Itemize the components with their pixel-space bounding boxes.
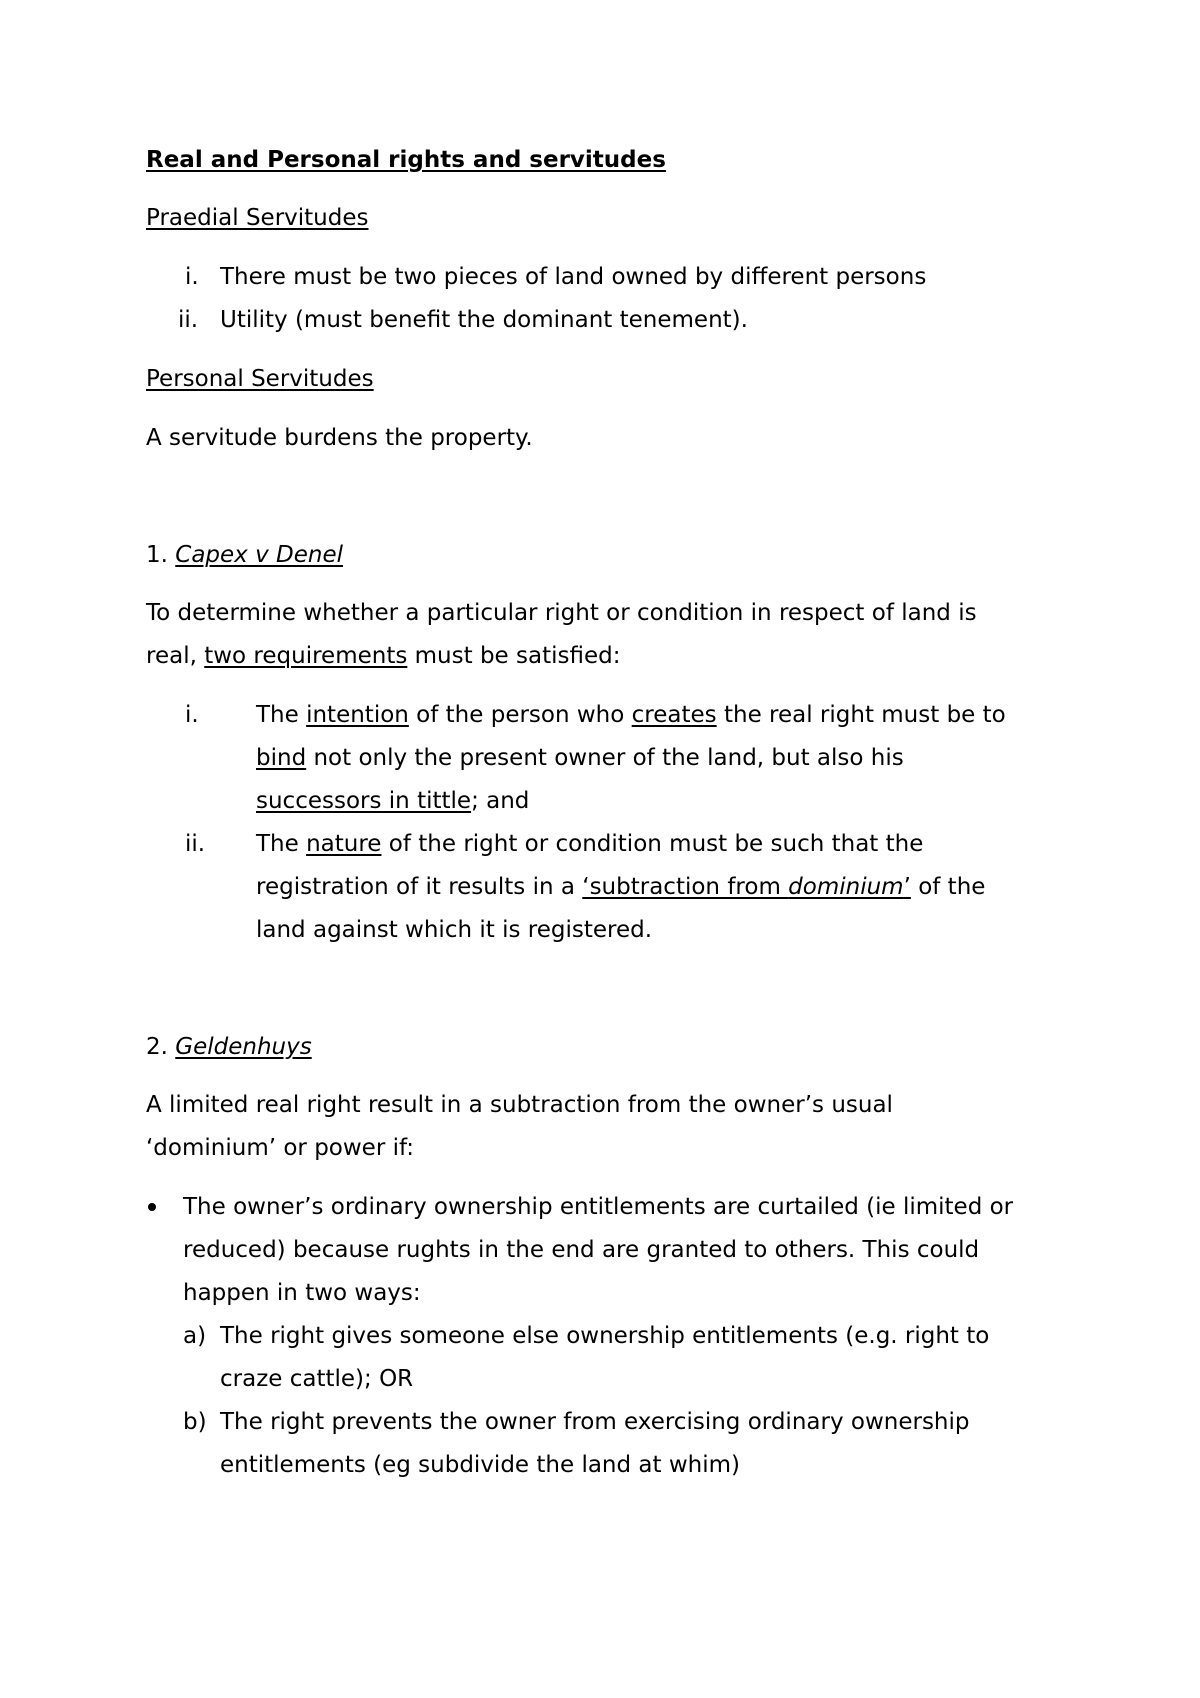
- bullet-icon: [148, 1203, 156, 1211]
- praedial-item-1-marker: i.: [185, 264, 199, 290]
- case2-intro-line-1: A limited real right result in a subtraction from the owner’s usual: [146, 1092, 893, 1118]
- two-requirements-text: two requirements: [204, 643, 408, 669]
- text-run: The: [256, 702, 307, 728]
- sub-a-marker: a): [183, 1323, 207, 1349]
- case1-intro-line-2: [146, 641, 620, 671]
- intention-text: intention: [306, 702, 409, 728]
- case1-req2-marker: ii.: [185, 831, 206, 857]
- personal-heading: Personal Servitudes: [146, 366, 374, 392]
- text-run: of the: [910, 874, 986, 900]
- case1-intro-line-1: To determine whether a particular right or condition in respect of land is: [146, 600, 977, 626]
- text-run: the real right must be to: [716, 702, 1006, 728]
- case2-bullet-line-3: happen in two ways:: [183, 1280, 421, 1306]
- case1-name: Capex v Denel: [175, 542, 343, 568]
- case1-heading: [146, 540, 343, 570]
- text-run: of the person who: [408, 702, 632, 728]
- text-run: real,: [146, 643, 205, 669]
- praedial-heading: Praedial Servitudes: [146, 205, 369, 231]
- case2-number: 2.: [146, 1034, 168, 1060]
- case2-heading: [146, 1032, 312, 1062]
- bind-text: bind: [256, 745, 307, 771]
- praedial-item-1-text: There must be two pieces of land owned by different persons: [220, 264, 927, 290]
- text-run: not only the present owner of the land, but also his: [306, 745, 904, 771]
- sub-b-marker: b): [183, 1409, 207, 1435]
- case2-bullet-line-2: reduced) because rughts in the end are granted to others. This could: [183, 1237, 980, 1263]
- closing-quote: ’: [903, 874, 911, 900]
- subtraction-text: ‘subtraction from: [582, 874, 789, 900]
- case1-req1-line-2: [256, 743, 904, 773]
- praedial-item-2-marker: ii.: [178, 307, 199, 333]
- dominium-text: dominium: [788, 874, 904, 900]
- case1-number: 1.: [146, 542, 168, 568]
- case1-req1-marker: i.: [185, 702, 199, 728]
- case1-req1-line-3: [256, 786, 529, 816]
- case1-req1-line-1: [256, 700, 1006, 730]
- text-run: must be satisfied:: [407, 643, 621, 669]
- successors-text: successors in tittle: [256, 788, 472, 814]
- sub-b-line-2: entitlements (eg subdivide the land at whim): [220, 1452, 740, 1478]
- document-title: Real and Personal rights and servitudes: [146, 147, 666, 173]
- sub-a-line-2: craze cattle); OR: [220, 1366, 414, 1392]
- case2-intro-line-2: ‘dominium’ or power if:: [146, 1135, 415, 1161]
- personal-text: A servitude burdens the property.: [146, 425, 533, 451]
- text-run: registration of it results in a: [256, 874, 583, 900]
- praedial-item-2-text: Utility (must benefit the dominant tenement).: [220, 307, 748, 333]
- nature-text: nature: [306, 831, 382, 857]
- sub-a-line-1: The right gives someone else ownership entitlements (e.g. right to: [220, 1323, 990, 1349]
- case1-req2-line-3: land against which it is registered.: [256, 917, 653, 943]
- text-run: of the right or condition must be such that the: [381, 831, 924, 857]
- sub-b-line-1: The right prevents the owner from exercising ordinary ownership: [220, 1409, 970, 1435]
- case1-req2-line-1: [256, 829, 923, 859]
- case2-name: Geldenhuys: [175, 1034, 312, 1060]
- text-run: ; and: [471, 788, 530, 814]
- text-run: The: [256, 831, 307, 857]
- creates-text: creates: [631, 702, 717, 728]
- case2-bullet-line-1: The owner’s ordinary ownership entitlements are curtailed (ie limited or: [183, 1194, 1014, 1220]
- case1-req2-line-2: [256, 872, 985, 902]
